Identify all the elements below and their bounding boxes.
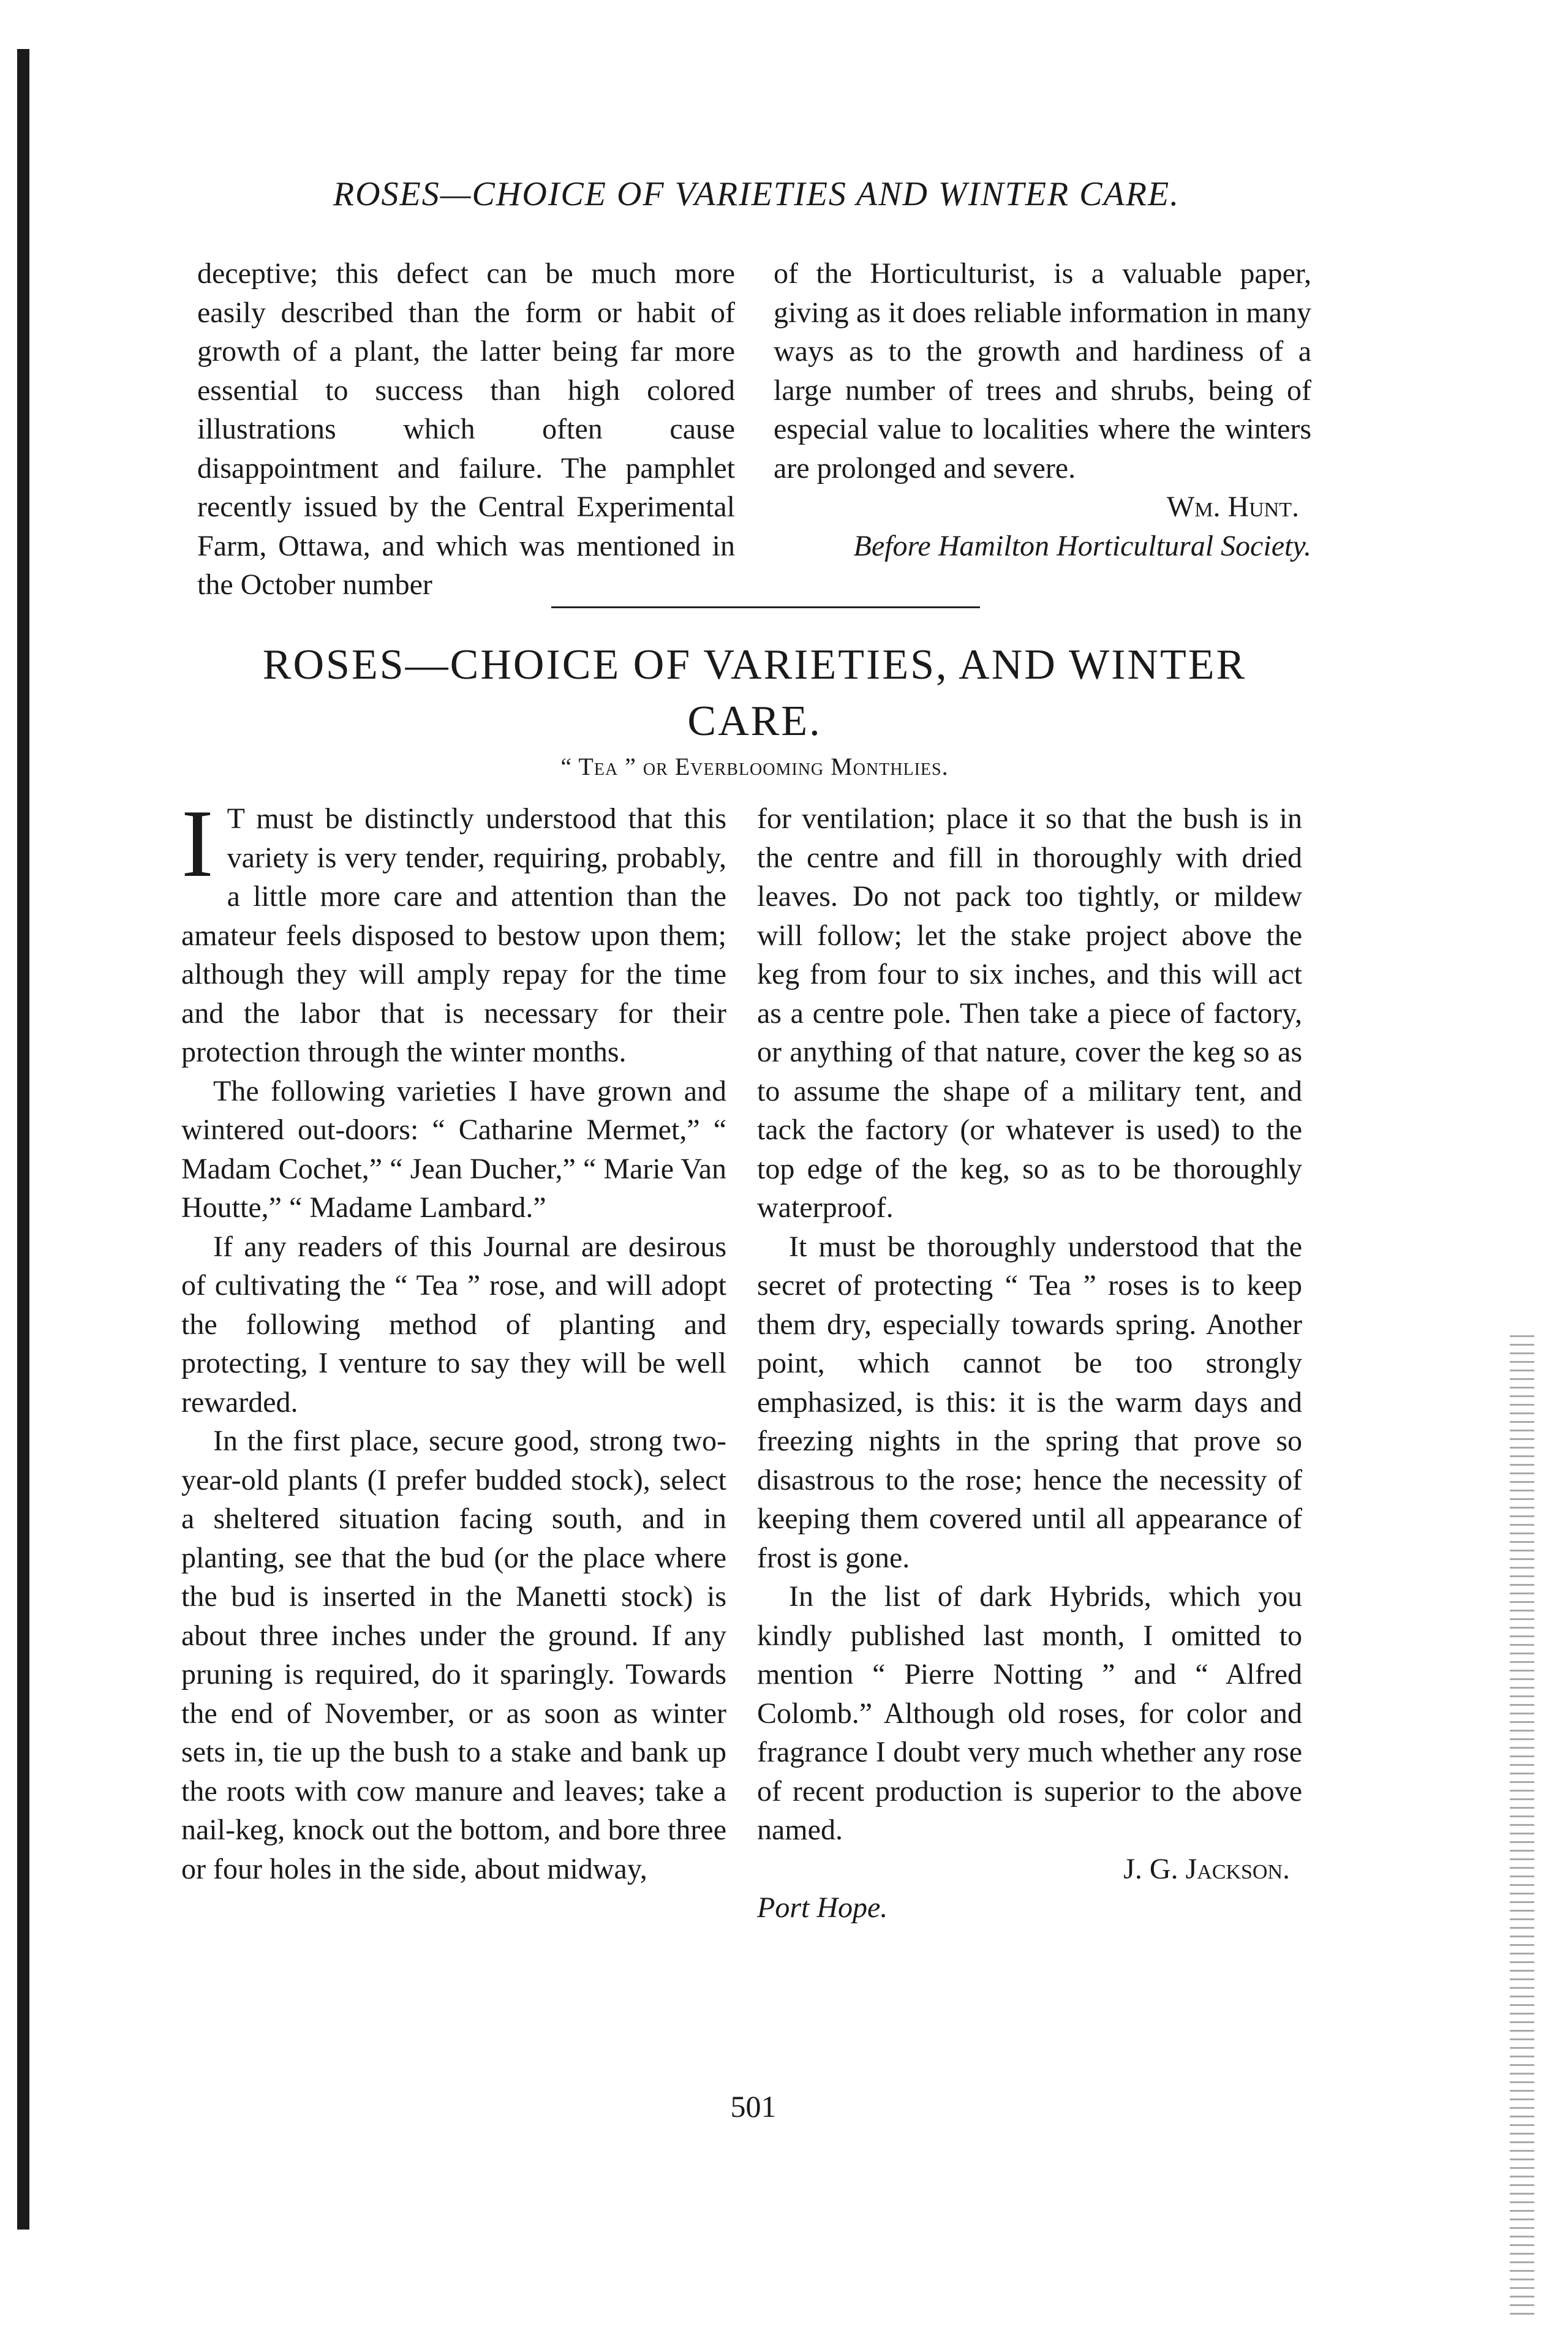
top-right-column	[774, 254, 1311, 565]
running-head: ROSES—CHOICE OF VARIETIES AND WINTER CARE.	[333, 175, 1180, 213]
varieties-paragraph: The following varieties I have grown and wintered out-doors: “ Catharine Mermet,” “ Madam Cochet,” “ Jean Ducher,” “ Marie Van Houtte,” “ Madame Lambard.”	[181, 1074, 726, 1224]
article-place: Port Hope.	[757, 1891, 888, 1924]
article-right-column	[757, 799, 1302, 1928]
drop-cap: I	[181, 790, 214, 897]
top-left-paragraph: deceptive; this defect can be much more easily described than the form or habit of growth of a plant, the latter being far more essential to success than high colored illustrations which often cause disappointment and failure. The pamphlet recently issued by the Central Experimental Farm, Ottawa, and which was mentioned in the October number	[197, 257, 735, 601]
opening-text: T must be distinctly understood that this variety is very tender, requiring, probably, a little more care and attention than the amateur feels disposed to bestow upon them; although they will amply repay for the time and the labor that is necessary for their protection through the winter months.	[181, 802, 726, 1068]
article-subheadline: “ Tea ” or Everblooming Monthlies.	[560, 753, 949, 780]
article-headline: ROSES—CHOICE OF VARIETIES, AND WINTER CARE.	[262, 641, 1247, 745]
readers-paragraph: If any readers of this Journal are desirous of cultivating the “ Tea ” rose, and will adopt the following method of planting and protecting, I venture to say they will be well rewarded.	[181, 1230, 726, 1419]
article-signature: J. G. Jackson.	[1123, 1852, 1290, 1885]
article-left-column	[181, 790, 726, 1888]
top-left-column	[197, 254, 735, 605]
top-source: Before Hamilton Horticultural Society.	[853, 529, 1311, 562]
page-number: 501	[730, 2089, 777, 2124]
dryness-paragraph: It must be thoroughly understood that the secret of protecting “ Tea ” roses is to keep them dry, especially towards spring. Another point, which cannot be too strongly emphasized, is this: it is the warm days and freezing nights in the spring that prove so disastrous to the rose; hence the necessity of keeping them covered until all appearance of frost is gone.	[757, 1230, 1302, 1574]
scan-edge-bar	[17, 49, 29, 2230]
hybrids-paragraph: In the list of dark Hybrids, which you kindly published last month, I omitted to mention “ Pierre Notting ” and “ Alfred Colomb.” Although old roses, for color and fragrance I doubt very much whether any rose of recent production is superior to the above named.	[757, 1580, 1302, 1846]
top-signature: Wm. Hunt.	[1166, 491, 1299, 523]
opening-paragraph	[181, 790, 726, 1072]
ventilation-paragraph: for ventilation; place it so that the bush is in the centre and fill in thoroughly with dried leaves. Do not pack too tightly, or mildew will follow; let the stake project above the keg from four to six inches, and this will act as a centre pole. Then take a piece of factory, or anything of that nature, cover the keg so as to assume the shape of a military tent, and tack the factory (or whatever is used) to the top edge of the keg, so as to be thoroughly waterproof.	[757, 802, 1302, 1224]
scan-edge-noise	[1510, 1335, 1534, 2315]
planting-paragraph: In the first place, secure good, strong two-year-old plants (I prefer budded stock), select a sheltered situation facing south, and in planting, see that the bud (or the place where the bud is inserted in the Manetti stock) is about three inches under the ground. If any pruning is required, do it sparingly. Towards the end of November, or as soon as winter sets in, tie up the bush to a stake and bank up the roots with cow manure and leaves; take a nail-keg, knock out the bottom, and bore three or four holes in the side, about midway,	[181, 1425, 726, 1885]
section-divider	[551, 606, 980, 608]
top-right-paragraph: of the Horticulturist, is a valuable paper, giving as it does reliable information in many ways as to the growth and hardiness of a large number of trees and shrubs, being of especial value to localities where the winters are prolonged and severe.	[774, 257, 1311, 484]
